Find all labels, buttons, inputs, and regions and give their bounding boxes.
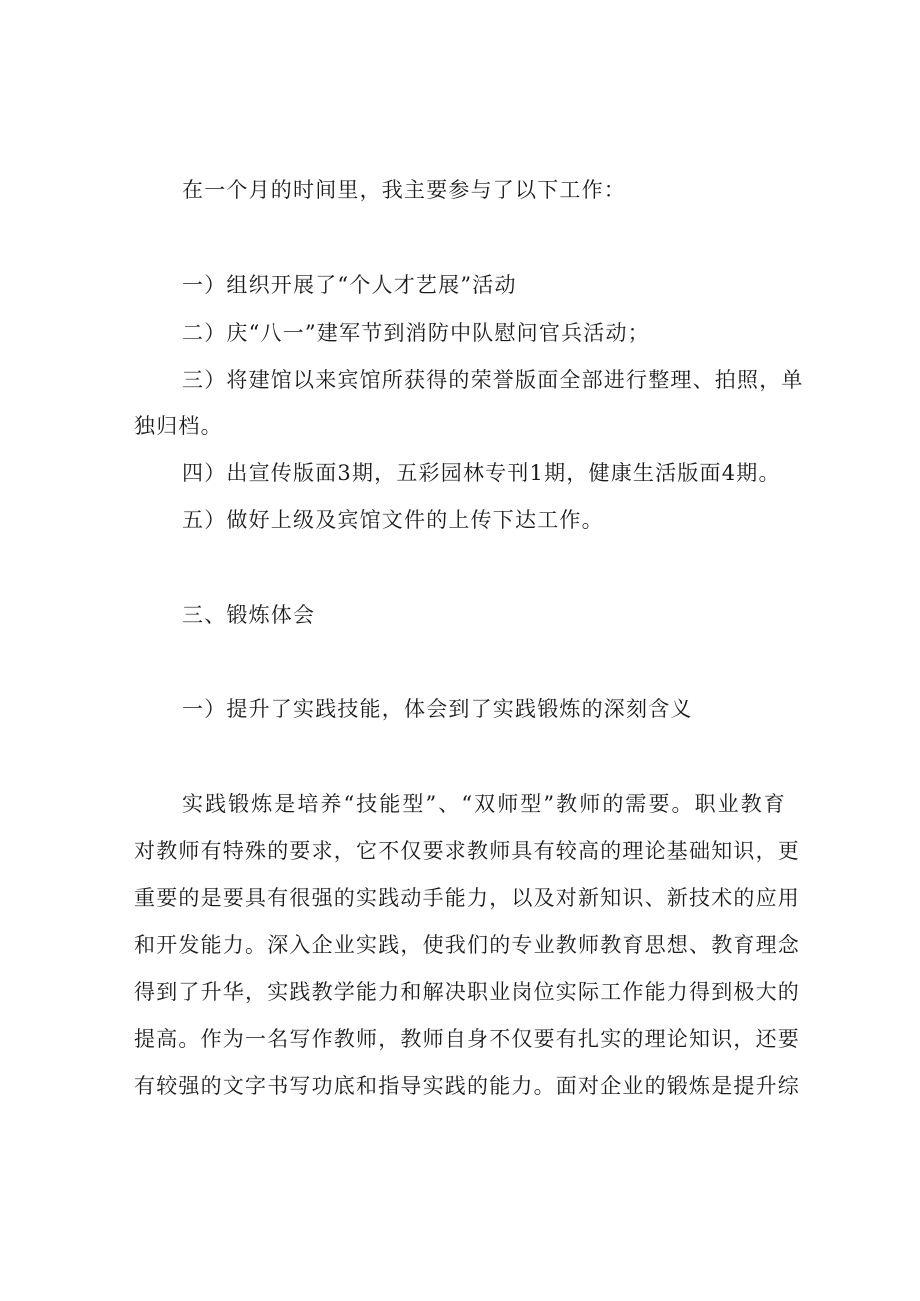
paragraph-line-6: 提高。作为一名写作教师，教师自身不仅要有扎实的理论知识，还要: [134, 1027, 800, 1051]
sub-heading: 一）提升了实践技能，体会到了实践锻炼的深刻含义: [182, 697, 693, 721]
paragraph-line-4: 和开发能力。深入企业实践，使我们的专业教师教育思想、教育理念: [134, 933, 800, 957]
work-item-1: 一）组织开展了“个人才艺展”活动: [182, 273, 517, 297]
work-item-2: 二）庆“八一”建军节到消防中队慰问官兵活动；: [182, 321, 650, 345]
paragraph-line-2: 对教师有特殊的要求，它不仅要求教师具有较高的理论基础知识，更: [134, 839, 800, 863]
paragraph-line-5: 得到了升华，实践教学能力和解决职业岗位实际工作能力得到极大的: [134, 980, 800, 1004]
work-item-4: 四）出宣传版面3期，五彩园林专刊1期，健康生活版面4期。: [182, 461, 781, 485]
paragraph-line-3: 重要的是要具有很强的实践动手能力，以及对新知识、新技术的应用: [134, 886, 800, 910]
intro-line: 在一个月的时间里，我主要参与了以下工作：: [182, 178, 626, 202]
paragraph-line-7: 有较强的文字书写功底和指导实践的能力。面对企业的锻炼是提升综: [134, 1074, 800, 1098]
work-item-3: 三）将建馆以来宾馆所获得的荣誉版面全部进行整理、拍照，单: [182, 368, 804, 392]
paragraph-line-1: 实践锻炼是培养“技能型”、“双师型”教师的需要。职业教育: [182, 792, 786, 816]
work-item-3-continued: 独归档。: [134, 414, 223, 438]
section-heading: 三、锻炼体会: [182, 603, 316, 627]
work-item-5: 五）做好上级及宾馆文件的上传下达工作。: [182, 508, 604, 532]
